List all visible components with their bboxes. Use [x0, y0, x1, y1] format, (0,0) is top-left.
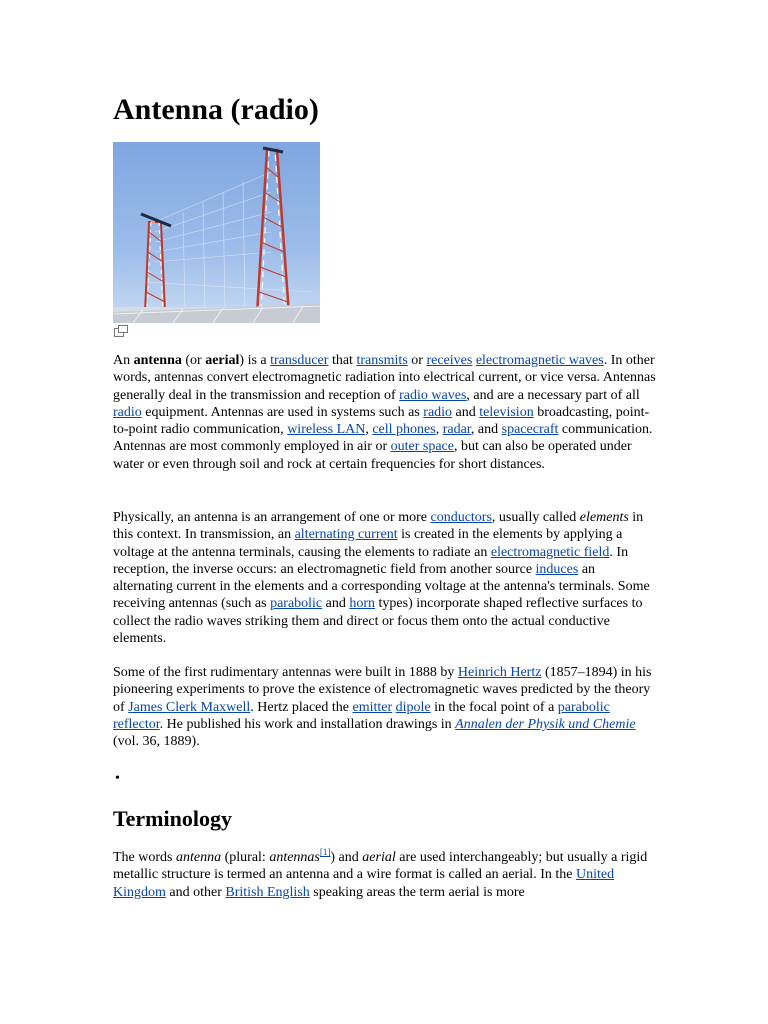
link-television[interactable]: television	[479, 404, 534, 420]
terminology-paragraph	[113, 849, 658, 901]
text-run: ) and	[330, 850, 363, 865]
text-run: and	[452, 404, 480, 420]
text-run: . He published his work and installation drawings in	[159, 716, 456, 732]
bullet-marker: •	[115, 771, 120, 786]
link-emitter[interactable]: emitter	[352, 699, 393, 715]
italic-term-antennas: antennas	[269, 850, 320, 865]
link-wireless-lan[interactable]: wireless LAN	[287, 422, 366, 438]
link-radio-2[interactable]: radio	[423, 404, 453, 420]
link-transducer[interactable]: transducer	[270, 353, 329, 368]
link-dipole[interactable]: dipole	[395, 699, 431, 715]
bold-term-aerial: aerial	[205, 353, 240, 368]
link-radar[interactable]: radar	[442, 422, 471, 438]
link-horn[interactable]: horn	[349, 596, 376, 612]
text-run: , and are a necessary part of all	[466, 387, 640, 403]
text-run: The words	[113, 850, 176, 865]
text-run: speaking areas the term aerial is more	[309, 884, 525, 900]
text-run: (1857–1894) in his pioneering experiments to prove the existence of electromagnetic waves predicted by the theory of	[113, 665, 652, 715]
text-run: broadcasting, point-to-point radio communication,	[113, 404, 650, 438]
link-radio-waves[interactable]: radio waves	[399, 387, 467, 403]
link-heinrich-hertz[interactable]: Heinrich Hertz	[457, 665, 542, 680]
text-run: Some of the first rudimentary antennas were built in 1888 by	[113, 665, 458, 680]
text-run: An	[113, 353, 134, 368]
enlarge-icon[interactable]	[114, 324, 128, 336]
link-james-clerk-maxwell[interactable]: James Clerk Maxwell	[128, 699, 251, 715]
italic-term-elements: elements	[579, 510, 629, 525]
text-run: ,	[435, 422, 443, 438]
text-run: equipment. Antennas are used in systems such as	[141, 404, 424, 420]
text-run: . In other words, antennas convert electromagnetic radiation into electrical current, or vice versa. Antennas generally deal in the transmission and reception of	[113, 353, 656, 403]
link-british-english[interactable]: British English	[225, 884, 310, 900]
text-run: , and	[470, 422, 502, 438]
history-paragraph	[113, 664, 658, 750]
text-run: that	[328, 353, 357, 368]
enlarge-icon-graphic	[114, 325, 128, 337]
italic-term-aerial: aerial	[362, 850, 396, 865]
link-induces[interactable]: induces	[535, 561, 579, 577]
text-run: an alternating current in the elements and a corresponding voltage at the antenna's terminals. Some receiving antennas (such as	[113, 561, 650, 612]
link-parabolic-reflector[interactable]: parabolic reflector	[113, 699, 610, 732]
link-annalen[interactable]: Annalen der Physik und Chemie	[455, 716, 636, 732]
text-run: types) incorporate shaped reflective surfaces to collect the radio waves striking them and direct or focus them onto the actual conductive elements.	[113, 596, 643, 647]
text-run: and	[322, 596, 350, 612]
link-receives[interactable]: receives	[426, 353, 473, 368]
antenna-photo[interactable]	[113, 142, 320, 323]
italic-term-antenna: antenna	[176, 850, 222, 865]
footnote-ref-1[interactable]: [1]	[319, 847, 331, 857]
link-united-kingdom[interactable]: United Kingdom	[113, 867, 615, 900]
bold-term-antenna: antenna	[133, 353, 182, 368]
link-alternating-current[interactable]: alternating current	[294, 527, 398, 543]
text-run: ) is a	[239, 353, 271, 368]
intro-paragraph	[113, 352, 658, 473]
text-run: , but can also be operated under water or even through soil and rock at certain frequencies for short distances.	[113, 439, 632, 472]
section-heading-terminology: Terminology	[113, 806, 232, 831]
text-run: communication. Antennas are most commonly employed in air or	[113, 422, 653, 455]
link-outer-space[interactable]: outer space	[390, 439, 454, 455]
text-run: , usually called	[491, 510, 580, 525]
text-run: and other	[165, 884, 226, 900]
text-run: in the focal point of a	[430, 699, 558, 715]
text-run: (vol. 36, 1889).	[113, 734, 200, 750]
text-run: are used interchangeably; but usually a rigid metallic structure is termed an antenna and a wire format is called an aerial. In the	[113, 850, 648, 883]
text-run: (or	[181, 353, 206, 368]
link-parabolic[interactable]: parabolic	[270, 596, 323, 612]
text-run: is created in the elements by applying a voltage at the antenna terminals, causing the elements to radiate an	[113, 527, 623, 560]
text-run: Physically, an antenna is an arrangement of one or more	[113, 510, 431, 525]
text-run: . In reception, the inverse occurs: an electromagnetic field from another source	[113, 544, 629, 577]
link-electromagnetic-waves[interactable]: electromagnetic waves	[475, 353, 604, 368]
link-conductors[interactable]: conductors	[430, 510, 492, 525]
link-spacecraft[interactable]: spacecraft	[501, 422, 559, 438]
link-cell-phones[interactable]: cell phones	[372, 422, 436, 438]
text-run: in this context. In transmission, an	[113, 510, 644, 543]
text-run: . Hertz placed the	[250, 699, 353, 715]
link-electromagnetic-field[interactable]: electromagnetic field	[490, 544, 610, 560]
text-run: ,	[365, 422, 373, 438]
link-radio[interactable]: radio	[113, 404, 142, 420]
antenna-photo-graphic	[113, 142, 320, 323]
link-transmits[interactable]: transmits	[356, 353, 408, 368]
text-run: or	[407, 353, 427, 368]
physical-paragraph	[113, 509, 658, 647]
text-run: (plural:	[221, 850, 270, 865]
page-title: Antenna (radio)	[113, 93, 319, 126]
